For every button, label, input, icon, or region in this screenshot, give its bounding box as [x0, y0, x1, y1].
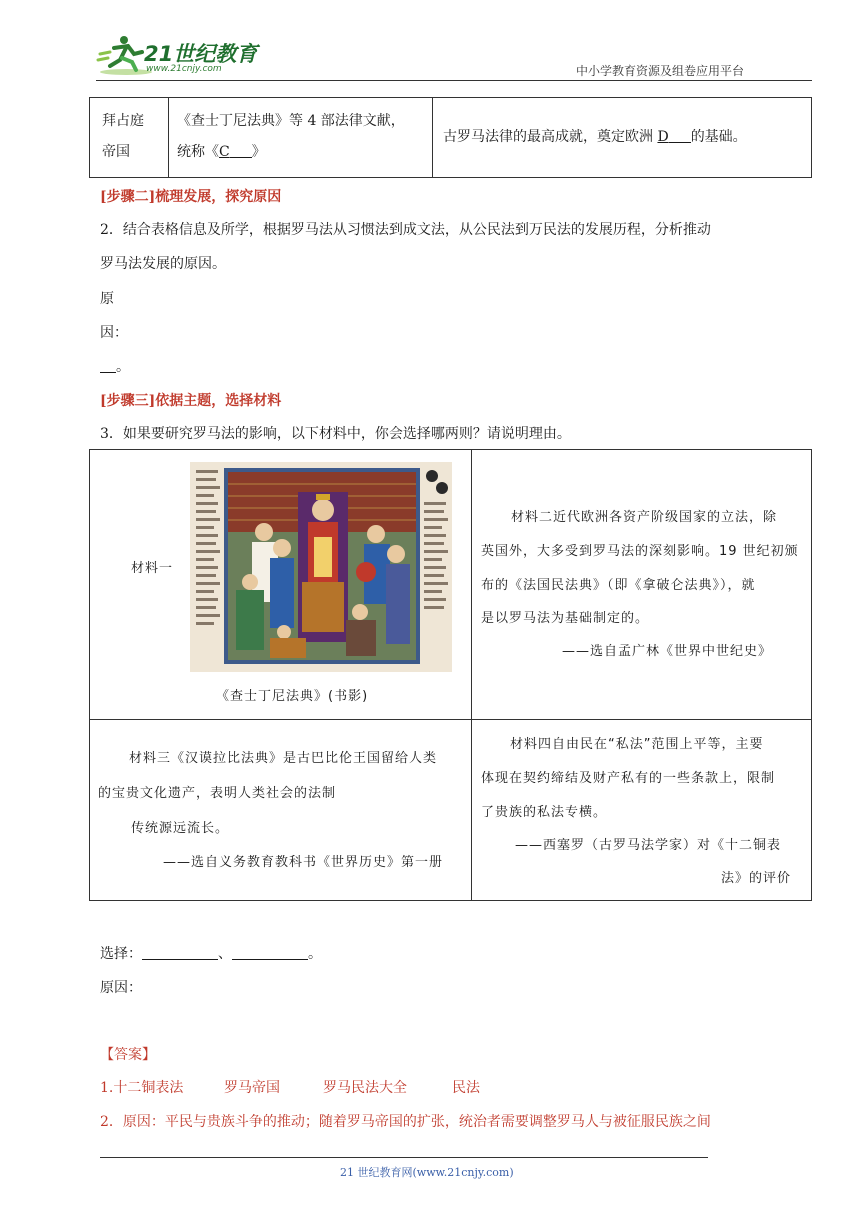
answer-blank-d: D: [657, 129, 669, 145]
answer-1-item: 罗马民法大全: [323, 1080, 407, 1096]
selection-blank-1: [142, 945, 218, 960]
cell-sig-pre: 古罗马法律的最高成就，奠定欧洲: [443, 129, 658, 145]
cell-laws-pre: 统称《: [177, 144, 219, 160]
cell-region-line1: 拜占庭: [102, 113, 144, 129]
q2-line1: 2．结合表格信息及所学，根据罗马法从习惯法到成文法，从公民法到万民法的发展历程，分析推动: [100, 222, 711, 238]
table-divider: [471, 449, 472, 719]
table-divider: [471, 719, 472, 901]
cell-laws-line1: 《查士丁尼法典》等 4 部法律文献，: [177, 113, 405, 129]
selection-reason-label: 原因：: [100, 980, 142, 996]
material4-source-line2: 法》的评价: [721, 871, 792, 886]
selection-sep: 、: [218, 946, 232, 962]
step3-title: [步骤三]依据主题，选择材料: [100, 393, 282, 409]
material1-label: 材料一: [131, 561, 174, 576]
material2-line4: 是以罗马法为基础制定的。: [481, 611, 650, 626]
blank-end: 。: [116, 359, 130, 375]
material2-source: ——选自孟广林《世界中世纪史》: [562, 644, 773, 659]
material4-line2: 体现在契约缔结及财产私有的一些条款上，限制: [481, 771, 776, 786]
cell-region-line2: 帝国: [102, 144, 130, 160]
logo-url: www.21cnjy.com: [146, 64, 222, 74]
blank-line: [100, 358, 116, 373]
logo-text: 21世纪教育: [144, 42, 258, 66]
answer-1-item: 民法: [452, 1080, 480, 1096]
reason-label-1: 原: [100, 291, 114, 307]
answer-1-item: 十二铜表法: [113, 1080, 184, 1096]
cell-laws-post: 》: [251, 144, 266, 160]
answer-1: [100, 1078, 183, 1098]
cell-significance-text: [443, 122, 747, 153]
material4-line3: 了贵族的私法专横。: [481, 805, 608, 820]
selection-end: 。: [308, 946, 322, 962]
reason-answer-line: [100, 357, 130, 377]
blank-line: [669, 128, 691, 143]
material2-line2: 英国外，大多受到罗马法的深刻影响。19 世纪初颁: [481, 544, 799, 559]
law-table-row: [89, 97, 812, 178]
table-cell-laws: [169, 98, 433, 177]
cell-sig-post: 的基础。: [690, 129, 747, 145]
material3-line3: 传统源远流长。: [131, 821, 230, 836]
blank-line: [230, 143, 252, 158]
answer-blank-c: C: [219, 144, 230, 160]
table-cell-significance: [433, 98, 811, 177]
justinian-code-illustration-icon: [190, 462, 452, 672]
answer-1-item: 罗马帝国: [224, 1080, 280, 1096]
material4-source-line1: ——西塞罗（古罗马法学家）对《十二铜表: [515, 838, 782, 853]
material4-line1: 材料四自由民在“私法”范围上平等，主要: [510, 737, 764, 752]
material1-caption: 《查士丁尼法典》(书影): [216, 689, 369, 704]
step2-title: [步骤二]梳理发展，探究原因: [100, 189, 282, 205]
material3-source: ——选自义务教育教科书《世界历史》第一册: [163, 855, 444, 870]
answer-title: 【答案】: [100, 1047, 156, 1063]
material3-line1: 材料三《汉谟拉比法典》是古巴比伦王国留给人类: [129, 751, 438, 766]
selection-line: [100, 944, 322, 964]
answer-1-number: 1.: [100, 1080, 114, 1096]
material3-line2: 的宝贵文化遗产，表明人类社会的法制: [98, 786, 337, 801]
table-cell-region: [90, 98, 169, 177]
table-divider: [89, 719, 812, 720]
material2-line3: 布的《法国民法典》（即《拿破仑法典》），就: [481, 578, 756, 593]
q2-line2: 罗马法发展的原因。: [100, 256, 226, 272]
header-divider: [96, 80, 812, 81]
header-platform-title: 中小学教育资源及组卷应用平台: [576, 64, 745, 78]
reason-label-2: 因：: [100, 325, 128, 341]
q3-text: 3．如果要研究罗马法的影响，以下材料中，你会选择哪两则？请说明理由。: [100, 426, 571, 442]
selection-blank-2: [232, 945, 308, 960]
selection-label: 选择：: [100, 946, 142, 962]
answer-2: 2．原因：平民与贵族斗争的推动；随着罗马帝国的扩张，统治者需要调整罗马人与被征服民族之间: [100, 1114, 711, 1130]
footer-divider: [100, 1157, 708, 1158]
footer-text: 21 世纪教育网(www.21cnjy.com): [340, 1166, 514, 1179]
material2-line1: 材料二近代欧洲各资产阶级国家的立法，除: [511, 510, 778, 525]
cell-laws-line2: [177, 137, 266, 168]
